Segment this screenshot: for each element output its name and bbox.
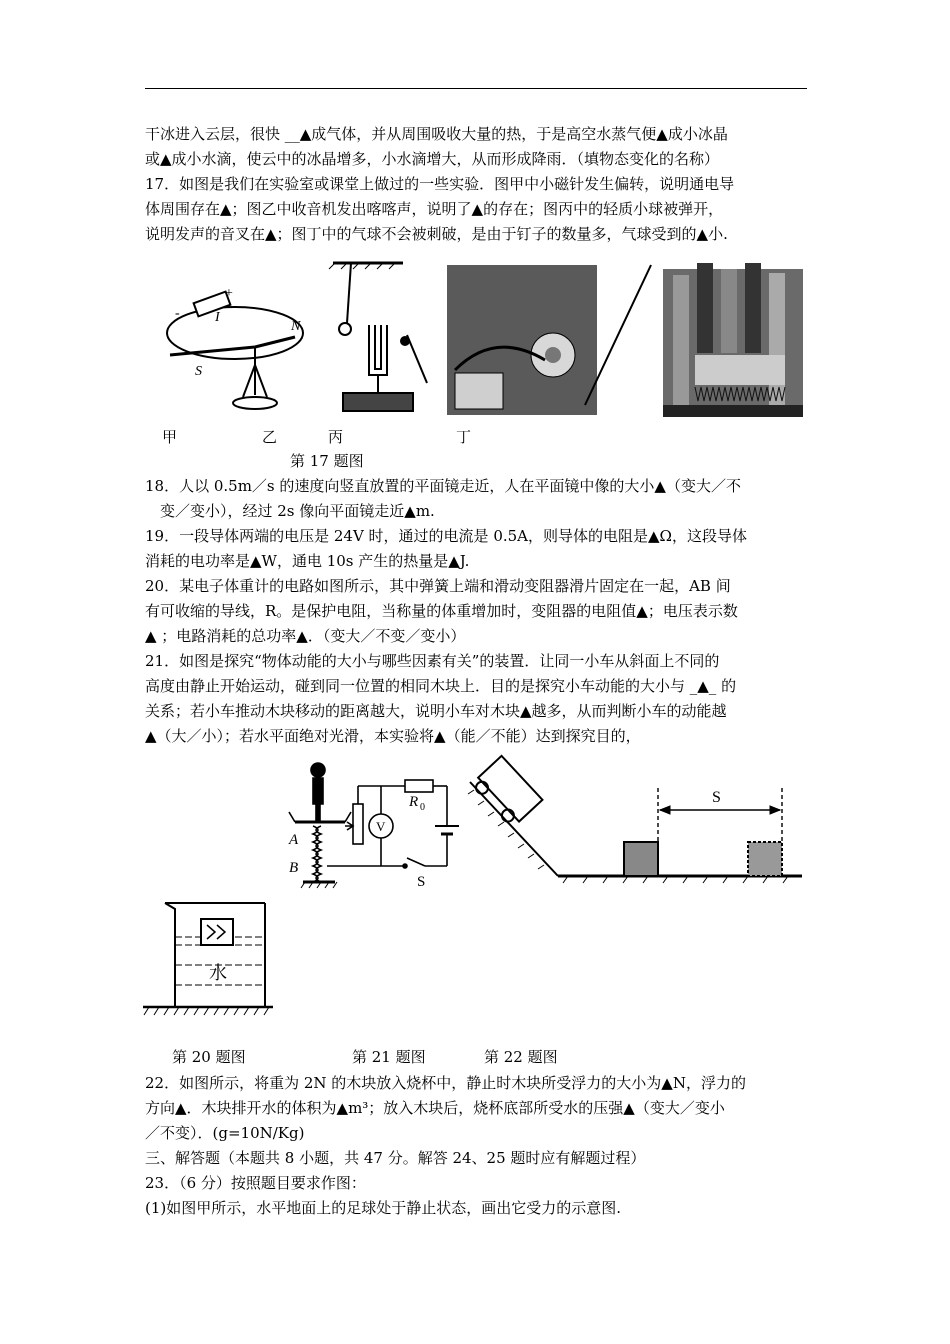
text-block-q22-q23 — [145, 1071, 810, 1221]
text-line: 17．如图是我们在实验室或课堂上做过的一些实验．图甲中小磁针发生偏转，说明通电导 — [145, 175, 735, 193]
text-line: 说明发声的音叉在▲；图丁中的气球不会被刺破，是由于钉子的数量多，气球受到的▲小. — [145, 225, 728, 243]
fig17-minus-sign: - — [175, 306, 180, 321]
text-line: 19．一段导体两端的电压是 24V 时，通过的电流是 0.5A，则导体的电阻是▲Ω，这段导体 — [145, 527, 747, 545]
text-line: ▲（大／小）；若水平面绝对光滑，本实验将▲（能／不能）达到探究目的， — [145, 727, 641, 745]
header-rule — [145, 88, 807, 89]
fig17-tuning-fork — [329, 263, 427, 411]
fig17-oersted-apparatus — [167, 292, 303, 409]
fig20-label-v: V — [376, 819, 386, 834]
text-line: 18．人以 0.5m／s 的速度向竖直放置的平面镜走近，人在平面镜中像的大小▲（变大／不 — [145, 477, 741, 495]
fig17-plus-sign: + — [225, 286, 233, 301]
fig20-label-r-sub: 0 — [420, 802, 425, 813]
text-line: 体周围存在▲；图乙中收音机发出喀喀声，说明了▲的存在；图丙中的轻质小球被弹开， — [145, 200, 724, 218]
fig17-south-label: S — [195, 364, 202, 379]
text-line: ／不变）．(g=10N/Kg) — [145, 1124, 305, 1142]
fig17-label-ding: 丁 — [456, 428, 472, 446]
fig21-caption: 第 21 题图 — [352, 1048, 426, 1066]
text-line: 21．如图是探究“物体动能的大小与哪些因素有关”的装置．让同一小车从斜面上不同的 — [145, 652, 720, 670]
figure-17 — [155, 255, 805, 425]
text-line: 有可收缩的导线，R。是保护电阻，当称量的体重增加时，变阻器的电阻值▲；电压表示数 — [145, 602, 738, 620]
text-line: 20．某电子体重计的电路如图所示，其中弹簧上端和滑动变阻器滑片固定在一起，AB 间 — [145, 577, 731, 595]
fig20-label-s: S — [417, 874, 426, 890]
fig20-label-r: R — [409, 794, 419, 810]
text-block-q18-q21 — [145, 474, 810, 749]
fig17-nail-board-photo — [663, 263, 803, 417]
text-line: 关系；若小车推动木块移动的距离越大，说明小车对木块▲越多，从而判断小车的动能越 — [145, 702, 727, 720]
text-line: 23．（6 分）按照题目要求作图： — [145, 1174, 366, 1192]
text-line: 方向▲．木块排开水的体积为▲m³；放入木块后，烧杯底部所受水的压强▲（变大／变小 — [145, 1099, 725, 1117]
text-line: 干冰进入云层，很快 __▲成气体，并从周围吸收大量的热，于是高空水蒸气便▲成小冰晶 — [145, 125, 728, 143]
fig22-water-label: 水 — [209, 963, 227, 983]
text-line: ▲ ；电路消耗的总功率▲．（变大／不变／变小） — [145, 627, 466, 645]
section-heading: 三、解答题（本题共 8 小题，共 47 分。解答 24、25 题时应有解题过程） — [145, 1149, 646, 1167]
text-line: 消耗的电功率是▲W，通电 10s 产生的热量是▲J. — [145, 552, 470, 570]
text-block-q16-q17 — [145, 122, 810, 247]
figure-22-beaker — [143, 895, 273, 1025]
figure-20-circuit — [285, 760, 465, 890]
text-line: 变／变小），经过 2s 像向平面镜走近▲m. — [145, 502, 435, 520]
text-line: 22．如图所示，将重为 2N 的木块放入烧杯中，静止时木块所受浮力的大小为▲N，浮力的 — [145, 1074, 746, 1092]
fig17-caption: 第 17 题图 — [290, 452, 364, 470]
fig20-label-a: A — [289, 832, 299, 848]
text-line: 或▲成小水滴，使云中的冰晶增多，小水滴增大，从而形成降雨．（填物态变化的名称） — [145, 150, 720, 168]
fig17-label-jia: 甲 — [162, 428, 178, 446]
fig21-label-s: S — [712, 789, 721, 806]
fig20-caption: 第 20 题图 — [172, 1048, 246, 1066]
fig17-radio-photo — [447, 265, 651, 415]
figure-21-ramp — [468, 760, 808, 885]
fig17-label-yi: 乙 — [262, 428, 278, 446]
text-line: (1)如图甲所示，水平地面上的足球处于静止状态，画出它受力的示意图. — [145, 1199, 622, 1217]
fig17-label-bing: 丙 — [328, 428, 344, 446]
fig22-caption: 第 22 题图 — [484, 1048, 558, 1066]
fig17-current-label: I — [215, 310, 220, 325]
fig17-north-label: N — [291, 319, 301, 334]
fig20-label-b: B — [289, 860, 299, 876]
text-line: 高度由静止开始运动，碰到同一位置的相同木块上．目的是探究小车动能的大小与 _▲_ 的 — [145, 677, 737, 695]
